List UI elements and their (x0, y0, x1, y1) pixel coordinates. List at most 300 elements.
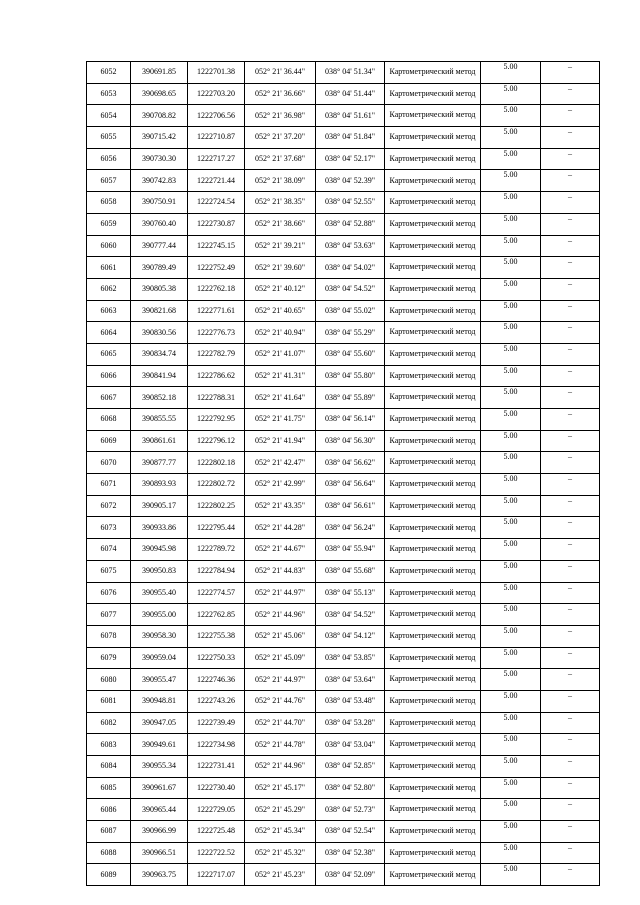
x-coordinate-cell: 390750.91 (131, 192, 188, 214)
x-coordinate-cell: 390963.75 (131, 864, 188, 886)
accuracy-cell: 5.00 (481, 821, 541, 843)
point-number-cell: 6054 (87, 105, 131, 127)
x-coordinate-cell: 390945.98 (131, 539, 188, 561)
method-cell: Картометрический метод (385, 148, 481, 170)
x-coordinate-cell: 390966.99 (131, 821, 188, 843)
accuracy-cell: 5.00 (481, 409, 541, 431)
empty-value-cell: – (541, 127, 600, 149)
y-coordinate-cell: 1222750.33 (188, 647, 245, 669)
method-cell: Картометрический метод (385, 560, 481, 582)
x-coordinate-cell: 390805.38 (131, 278, 188, 300)
longitude-cell: 038° 04' 53.28" (316, 712, 385, 734)
empty-value-cell: – (541, 257, 600, 279)
x-coordinate-cell: 390789.49 (131, 257, 188, 279)
method-cell: Картометрический метод (385, 62, 481, 84)
point-number-cell: 6085 (87, 777, 131, 799)
x-coordinate-cell: 390961.67 (131, 777, 188, 799)
latitude-cell: 052° 21' 40.65" (245, 300, 316, 322)
table-row (87, 192, 600, 214)
x-coordinate-cell: 390855.55 (131, 409, 188, 431)
empty-value-cell: – (541, 821, 600, 843)
y-coordinate-cell: 1222774.57 (188, 582, 245, 604)
accuracy-cell: 5.00 (481, 777, 541, 799)
method-cell: Картометрический метод (385, 495, 481, 517)
method-cell: Картометрический метод (385, 756, 481, 778)
point-number-cell: 6062 (87, 278, 131, 300)
point-number-cell: 6081 (87, 690, 131, 712)
accuracy-cell: 5.00 (481, 604, 541, 626)
method-cell: Картометрический метод (385, 625, 481, 647)
x-coordinate-cell: 390948.81 (131, 690, 188, 712)
empty-value-cell: – (541, 734, 600, 756)
longitude-cell: 038° 04' 55.13" (316, 582, 385, 604)
method-cell: Картометрический метод (385, 690, 481, 712)
x-coordinate-cell: 390893.93 (131, 474, 188, 496)
empty-value-cell: – (541, 495, 600, 517)
table-row (87, 83, 600, 105)
method-cell: Картометрический метод (385, 474, 481, 496)
x-coordinate-cell: 390955.00 (131, 604, 188, 626)
method-cell: Картометрический метод (385, 257, 481, 279)
table-row (87, 365, 600, 387)
accuracy-cell: 5.00 (481, 278, 541, 300)
point-number-cell: 6087 (87, 821, 131, 843)
empty-value-cell: – (541, 539, 600, 561)
latitude-cell: 052° 21' 36.66" (245, 83, 316, 105)
method-cell: Картометрический метод (385, 799, 481, 821)
accuracy-cell: 5.00 (481, 517, 541, 539)
point-number-cell: 6070 (87, 452, 131, 474)
method-cell: Картометрический метод (385, 387, 481, 409)
accuracy-cell: 5.00 (481, 647, 541, 669)
method-cell: Картометрический метод (385, 83, 481, 105)
latitude-cell: 052° 21' 45.32" (245, 842, 316, 864)
latitude-cell: 052° 21' 37.20" (245, 127, 316, 149)
accuracy-cell: 5.00 (481, 127, 541, 149)
latitude-cell: 052° 21' 41.07" (245, 343, 316, 365)
empty-value-cell: – (541, 235, 600, 257)
point-number-cell: 6084 (87, 756, 131, 778)
table-row (87, 690, 600, 712)
point-number-cell: 6077 (87, 604, 131, 626)
table-row (87, 62, 600, 84)
longitude-cell: 038° 04' 52.09" (316, 864, 385, 886)
empty-value-cell: – (541, 669, 600, 691)
longitude-cell: 038° 04' 53.04" (316, 734, 385, 756)
method-cell: Картометрический метод (385, 647, 481, 669)
accuracy-cell: 5.00 (481, 474, 541, 496)
method-cell: Картометрический метод (385, 192, 481, 214)
point-number-cell: 6075 (87, 560, 131, 582)
accuracy-cell: 5.00 (481, 387, 541, 409)
y-coordinate-cell: 1222739.49 (188, 712, 245, 734)
empty-value-cell: – (541, 799, 600, 821)
coordinates-table (86, 61, 600, 886)
accuracy-cell: 5.00 (481, 625, 541, 647)
point-number-cell: 6074 (87, 539, 131, 561)
method-cell: Картометрический метод (385, 517, 481, 539)
y-coordinate-cell: 1222788.31 (188, 387, 245, 409)
table-row (87, 582, 600, 604)
point-number-cell: 6088 (87, 842, 131, 864)
point-number-cell: 6065 (87, 343, 131, 365)
latitude-cell: 052° 21' 39.60" (245, 257, 316, 279)
longitude-cell: 038° 04' 51.84" (316, 127, 385, 149)
accuracy-cell: 5.00 (481, 213, 541, 235)
table-row (87, 604, 600, 626)
table-row (87, 127, 600, 149)
method-cell: Картометрический метод (385, 235, 481, 257)
latitude-cell: 052° 21' 44.96" (245, 756, 316, 778)
x-coordinate-cell: 390877.77 (131, 452, 188, 474)
latitude-cell: 052° 21' 44.97" (245, 582, 316, 604)
y-coordinate-cell: 1222743.26 (188, 690, 245, 712)
table-row (87, 257, 600, 279)
y-coordinate-cell: 1222789.72 (188, 539, 245, 561)
longitude-cell: 038° 04' 52.73" (316, 799, 385, 821)
method-cell: Картометрический метод (385, 669, 481, 691)
longitude-cell: 038° 04' 56.24" (316, 517, 385, 539)
table-row (87, 539, 600, 561)
point-number-cell: 6053 (87, 83, 131, 105)
latitude-cell: 052° 21' 44.96" (245, 604, 316, 626)
x-coordinate-cell: 390955.47 (131, 669, 188, 691)
y-coordinate-cell: 1222792.95 (188, 409, 245, 431)
x-coordinate-cell: 390841.94 (131, 365, 188, 387)
y-coordinate-cell: 1222725.48 (188, 821, 245, 843)
latitude-cell: 052° 21' 42.47" (245, 452, 316, 474)
table-row (87, 322, 600, 344)
empty-value-cell: – (541, 62, 600, 84)
point-number-cell: 6068 (87, 409, 131, 431)
point-number-cell: 6072 (87, 495, 131, 517)
point-number-cell: 6069 (87, 430, 131, 452)
table-row (87, 474, 600, 496)
empty-value-cell: – (541, 322, 600, 344)
point-number-cell: 6066 (87, 365, 131, 387)
x-coordinate-cell: 390821.68 (131, 300, 188, 322)
latitude-cell: 052° 21' 36.44" (245, 62, 316, 84)
point-number-cell: 6060 (87, 235, 131, 257)
latitude-cell: 052° 21' 44.78" (245, 734, 316, 756)
x-coordinate-cell: 390955.40 (131, 582, 188, 604)
empty-value-cell: – (541, 474, 600, 496)
x-coordinate-cell: 390742.83 (131, 170, 188, 192)
table-row (87, 235, 600, 257)
table-row (87, 560, 600, 582)
latitude-cell: 052° 21' 38.66" (245, 213, 316, 235)
point-number-cell: 6056 (87, 148, 131, 170)
empty-value-cell: – (541, 604, 600, 626)
accuracy-cell: 5.00 (481, 539, 541, 561)
method-cell: Картометрический метод (385, 864, 481, 886)
table-row (87, 647, 600, 669)
longitude-cell: 038° 04' 56.61" (316, 495, 385, 517)
table-row (87, 625, 600, 647)
table-row (87, 170, 600, 192)
x-coordinate-cell: 390950.83 (131, 560, 188, 582)
longitude-cell: 038° 04' 51.34" (316, 62, 385, 84)
table-row (87, 734, 600, 756)
longitude-cell: 038° 04' 55.60" (316, 343, 385, 365)
y-coordinate-cell: 1222802.72 (188, 474, 245, 496)
latitude-cell: 052° 21' 41.64" (245, 387, 316, 409)
empty-value-cell: – (541, 777, 600, 799)
longitude-cell: 038° 04' 53.64" (316, 669, 385, 691)
y-coordinate-cell: 1222795.44 (188, 517, 245, 539)
y-coordinate-cell: 1222734.98 (188, 734, 245, 756)
table-row (87, 409, 600, 431)
empty-value-cell: – (541, 83, 600, 105)
table-row (87, 343, 600, 365)
point-number-cell: 6076 (87, 582, 131, 604)
table-row (87, 430, 600, 452)
latitude-cell: 052° 21' 43.35" (245, 495, 316, 517)
latitude-cell: 052° 21' 37.68" (245, 148, 316, 170)
accuracy-cell: 5.00 (481, 62, 541, 84)
y-coordinate-cell: 1222782.79 (188, 343, 245, 365)
table-row (87, 278, 600, 300)
point-number-cell: 6052 (87, 62, 131, 84)
x-coordinate-cell: 390708.82 (131, 105, 188, 127)
accuracy-cell: 5.00 (481, 343, 541, 365)
x-coordinate-cell: 390691.85 (131, 62, 188, 84)
point-number-cell: 6079 (87, 647, 131, 669)
empty-value-cell: – (541, 842, 600, 864)
y-coordinate-cell: 1222729.05 (188, 799, 245, 821)
method-cell: Картометрический метод (385, 300, 481, 322)
table-row (87, 864, 600, 886)
table-row (87, 799, 600, 821)
point-number-cell: 6064 (87, 322, 131, 344)
accuracy-cell: 5.00 (481, 799, 541, 821)
accuracy-cell: 5.00 (481, 669, 541, 691)
empty-value-cell: – (541, 365, 600, 387)
table-row (87, 495, 600, 517)
latitude-cell: 052° 21' 45.09" (245, 647, 316, 669)
point-number-cell: 6057 (87, 170, 131, 192)
table-row (87, 300, 600, 322)
table-row (87, 148, 600, 170)
longitude-cell: 038° 04' 56.14" (316, 409, 385, 431)
longitude-cell: 038° 04' 52.55" (316, 192, 385, 214)
table-row (87, 387, 600, 409)
longitude-cell: 038° 04' 55.80" (316, 365, 385, 387)
latitude-cell: 052° 21' 45.29" (245, 799, 316, 821)
accuracy-cell: 5.00 (481, 192, 541, 214)
empty-value-cell: – (541, 690, 600, 712)
latitude-cell: 052° 21' 44.28" (245, 517, 316, 539)
accuracy-cell: 5.00 (481, 430, 541, 452)
point-number-cell: 6055 (87, 127, 131, 149)
point-number-cell: 6086 (87, 799, 131, 821)
method-cell: Картометрический метод (385, 278, 481, 300)
method-cell: Картометрический метод (385, 430, 481, 452)
empty-value-cell: – (541, 864, 600, 886)
x-coordinate-cell: 390834.74 (131, 343, 188, 365)
longitude-cell: 038° 04' 52.39" (316, 170, 385, 192)
point-number-cell: 6083 (87, 734, 131, 756)
y-coordinate-cell: 1222802.18 (188, 452, 245, 474)
point-number-cell: 6061 (87, 257, 131, 279)
accuracy-cell: 5.00 (481, 582, 541, 604)
point-number-cell: 6058 (87, 192, 131, 214)
y-coordinate-cell: 1222771.61 (188, 300, 245, 322)
x-coordinate-cell: 390966.51 (131, 842, 188, 864)
accuracy-cell: 5.00 (481, 756, 541, 778)
x-coordinate-cell: 390958.30 (131, 625, 188, 647)
latitude-cell: 052° 21' 44.97" (245, 669, 316, 691)
longitude-cell: 038° 04' 53.63" (316, 235, 385, 257)
point-number-cell: 6059 (87, 213, 131, 235)
y-coordinate-cell: 1222752.49 (188, 257, 245, 279)
empty-value-cell: – (541, 213, 600, 235)
accuracy-cell: 5.00 (481, 560, 541, 582)
empty-value-cell: – (541, 430, 600, 452)
longitude-cell: 038° 04' 54.02" (316, 257, 385, 279)
y-coordinate-cell: 1222724.54 (188, 192, 245, 214)
y-coordinate-cell: 1222762.18 (188, 278, 245, 300)
method-cell: Картометрический метод (385, 213, 481, 235)
longitude-cell: 038° 04' 52.85" (316, 756, 385, 778)
point-number-cell: 6078 (87, 625, 131, 647)
point-number-cell: 6073 (87, 517, 131, 539)
empty-value-cell: – (541, 278, 600, 300)
latitude-cell: 052° 21' 41.94" (245, 430, 316, 452)
longitude-cell: 038° 04' 52.17" (316, 148, 385, 170)
method-cell: Картометрический метод (385, 842, 481, 864)
x-coordinate-cell: 390905.17 (131, 495, 188, 517)
x-coordinate-cell: 390947.05 (131, 712, 188, 734)
empty-value-cell: – (541, 560, 600, 582)
x-coordinate-cell: 390955.34 (131, 756, 188, 778)
y-coordinate-cell: 1222717.27 (188, 148, 245, 170)
table-row (87, 517, 600, 539)
accuracy-cell: 5.00 (481, 452, 541, 474)
empty-value-cell: – (541, 452, 600, 474)
empty-value-cell: – (541, 148, 600, 170)
x-coordinate-cell: 390760.40 (131, 213, 188, 235)
longitude-cell: 038° 04' 56.30" (316, 430, 385, 452)
x-coordinate-cell: 390959.04 (131, 647, 188, 669)
y-coordinate-cell: 1222802.25 (188, 495, 245, 517)
method-cell: Картометрический метод (385, 604, 481, 626)
longitude-cell: 038° 04' 55.02" (316, 300, 385, 322)
longitude-cell: 038° 04' 55.29" (316, 322, 385, 344)
empty-value-cell: – (541, 343, 600, 365)
x-coordinate-cell: 390698.65 (131, 83, 188, 105)
x-coordinate-cell: 390730.30 (131, 148, 188, 170)
longitude-cell: 038° 04' 54.52" (316, 278, 385, 300)
empty-value-cell: – (541, 712, 600, 734)
method-cell: Картометрический метод (385, 821, 481, 843)
empty-value-cell: – (541, 582, 600, 604)
y-coordinate-cell: 1222703.20 (188, 83, 245, 105)
latitude-cell: 052° 21' 38.09" (245, 170, 316, 192)
accuracy-cell: 5.00 (481, 105, 541, 127)
method-cell: Картометрический метод (385, 777, 481, 799)
longitude-cell: 038° 04' 52.54" (316, 821, 385, 843)
latitude-cell: 052° 21' 39.21" (245, 235, 316, 257)
method-cell: Картометрический метод (385, 539, 481, 561)
y-coordinate-cell: 1222762.85 (188, 604, 245, 626)
method-cell: Картометрический метод (385, 582, 481, 604)
longitude-cell: 038° 04' 53.85" (316, 647, 385, 669)
latitude-cell: 052° 21' 44.70" (245, 712, 316, 734)
latitude-cell: 052° 21' 44.83" (245, 560, 316, 582)
y-coordinate-cell: 1222755.38 (188, 625, 245, 647)
x-coordinate-cell: 390830.56 (131, 322, 188, 344)
y-coordinate-cell: 1222710.87 (188, 127, 245, 149)
y-coordinate-cell: 1222706.56 (188, 105, 245, 127)
empty-value-cell: – (541, 409, 600, 431)
table-row (87, 777, 600, 799)
point-number-cell: 6082 (87, 712, 131, 734)
accuracy-cell: 5.00 (481, 734, 541, 756)
empty-value-cell: – (541, 300, 600, 322)
y-coordinate-cell: 1222730.40 (188, 777, 245, 799)
accuracy-cell: 5.00 (481, 300, 541, 322)
accuracy-cell: 5.00 (481, 365, 541, 387)
longitude-cell: 038° 04' 55.68" (316, 560, 385, 582)
latitude-cell: 052° 21' 40.12" (245, 278, 316, 300)
table-body (87, 62, 600, 886)
method-cell: Картометрический метод (385, 452, 481, 474)
y-coordinate-cell: 1222722.52 (188, 842, 245, 864)
x-coordinate-cell: 390777.44 (131, 235, 188, 257)
table-row (87, 712, 600, 734)
accuracy-cell: 5.00 (481, 322, 541, 344)
accuracy-cell: 5.00 (481, 83, 541, 105)
latitude-cell: 052° 21' 42.99" (245, 474, 316, 496)
accuracy-cell: 5.00 (481, 864, 541, 886)
accuracy-cell: 5.00 (481, 257, 541, 279)
empty-value-cell: – (541, 192, 600, 214)
table-row (87, 756, 600, 778)
method-cell: Картометрический метод (385, 322, 481, 344)
accuracy-cell: 5.00 (481, 170, 541, 192)
method-cell: Картометрический метод (385, 734, 481, 756)
method-cell: Картометрический метод (385, 105, 481, 127)
y-coordinate-cell: 1222746.36 (188, 669, 245, 691)
method-cell: Картометрический метод (385, 365, 481, 387)
x-coordinate-cell: 390852.18 (131, 387, 188, 409)
longitude-cell: 038° 04' 53.48" (316, 690, 385, 712)
longitude-cell: 038° 04' 56.62" (316, 452, 385, 474)
empty-value-cell: – (541, 625, 600, 647)
latitude-cell: 052° 21' 45.23" (245, 864, 316, 886)
empty-value-cell: – (541, 756, 600, 778)
latitude-cell: 052° 21' 44.76" (245, 690, 316, 712)
longitude-cell: 038° 04' 51.44" (316, 83, 385, 105)
longitude-cell: 038° 04' 54.52" (316, 604, 385, 626)
table-row (87, 821, 600, 843)
empty-value-cell: – (541, 170, 600, 192)
table-row (87, 213, 600, 235)
y-coordinate-cell: 1222701.38 (188, 62, 245, 84)
longitude-cell: 038° 04' 55.89" (316, 387, 385, 409)
accuracy-cell: 5.00 (481, 495, 541, 517)
accuracy-cell: 5.00 (481, 712, 541, 734)
method-cell: Картометрический метод (385, 170, 481, 192)
y-coordinate-cell: 1222730.87 (188, 213, 245, 235)
y-coordinate-cell: 1222776.73 (188, 322, 245, 344)
method-cell: Картометрический метод (385, 343, 481, 365)
accuracy-cell: 5.00 (481, 148, 541, 170)
latitude-cell: 052° 21' 41.31" (245, 365, 316, 387)
method-cell: Картометрический метод (385, 712, 481, 734)
y-coordinate-cell: 1222786.62 (188, 365, 245, 387)
